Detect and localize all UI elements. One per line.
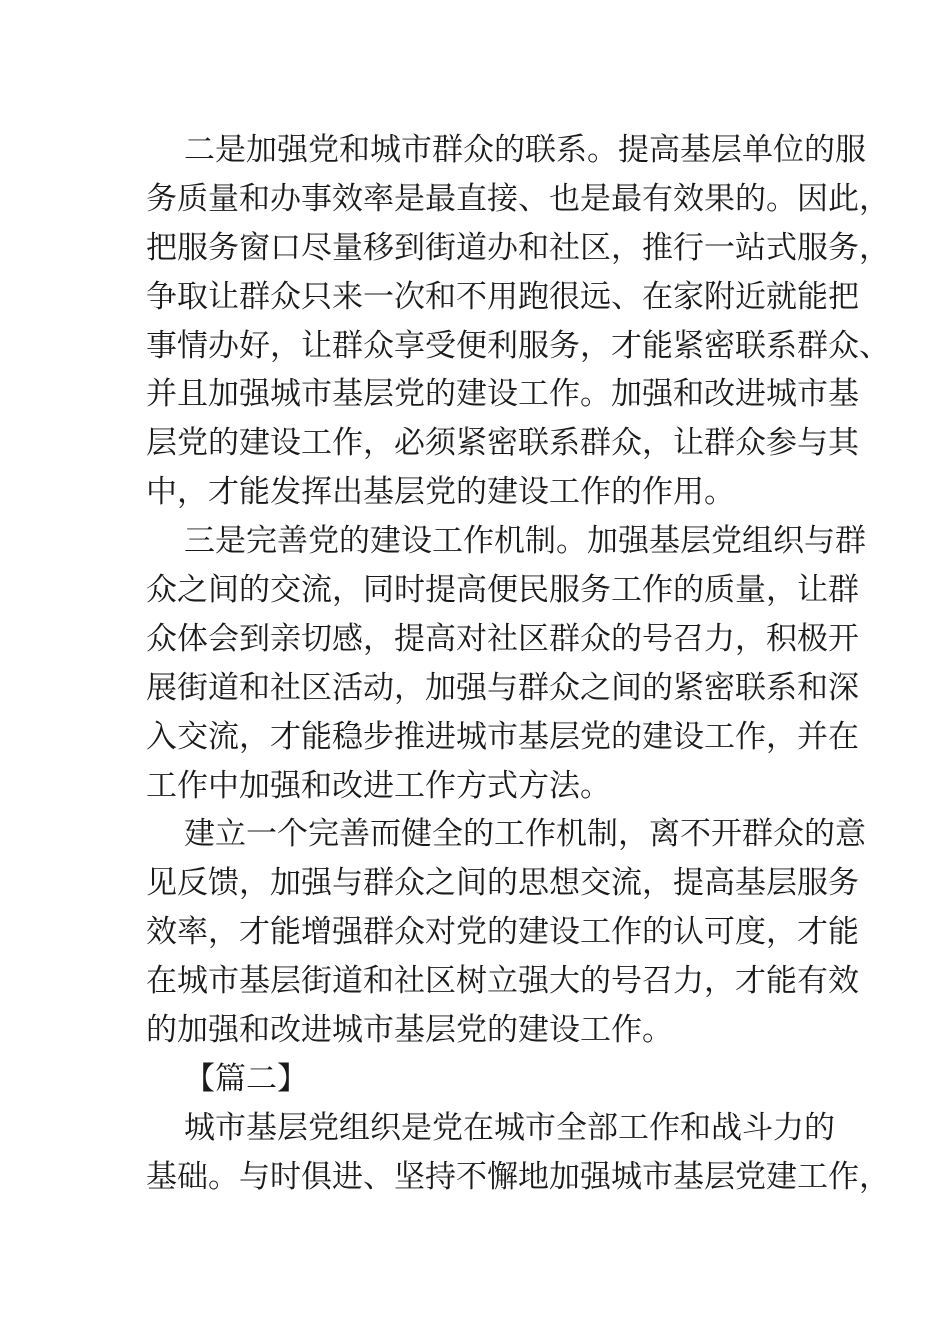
paragraph-line: 见反馈，加强与群众之间的思想交流，提高基层服务 — [146, 865, 859, 902]
paragraph-line: 城市基层党组织是党在城市全部工作和战斗力的 — [184, 1109, 835, 1146]
document-body — [146, 126, 890, 1202]
paragraph-line: 众之间的交流，同时提高便民服务工作的质量，让群 — [146, 572, 859, 609]
paragraph-line: 基础。与时俱进、坚持不懈地加强城市基层党建工作， — [146, 1158, 890, 1195]
paragraph-line: 并且加强城市基层党的建设工作。加强和改进城市基 — [146, 376, 859, 413]
paragraph-line: 务质量和办事效率是最直接、也是最有效果的。因此， — [146, 180, 890, 217]
paragraph-line: 争取让群众只来一次和不用跑很远、在家附近就能把 — [146, 278, 859, 315]
paragraph-line: 二是加强党和城市群众的联系。提高基层单位的服 — [184, 132, 866, 168]
paragraph-line: 建立一个完善而健全的工作机制，离不开群众的意 — [184, 816, 866, 853]
paragraph-line: 展街道和社区活动，加强与群众之间的紧密联系和深 — [146, 669, 859, 706]
paragraph-line: 在城市基层街道和社区树立强大的号召力，才能有效 — [146, 963, 859, 1000]
paragraph-line: 效率，才能增强群众对党的建设工作的认可度，才能 — [146, 914, 859, 951]
paragraph-line: 层党的建设工作，必须紧密联系群众，让群众参与其 — [146, 425, 859, 462]
paragraph-line: 工作中加强和改进工作方式方法。 — [146, 767, 611, 804]
paragraph-line: 众体会到亲切感，提高对社区群众的号召力，积极开 — [146, 620, 859, 657]
paragraph-line: 把服务窗口尽量移到街道办和社区，推行一站式服务， — [146, 229, 890, 266]
paragraph-line: 入交流，才能稳步推进城市基层党的建设工作，并在 — [146, 718, 859, 755]
paragraph-line: 中，才能发挥出基层党的建设工作的作用。 — [146, 474, 735, 511]
section-heading: 【篇二】 — [184, 1060, 308, 1097]
paragraph-line: 三是完善党的建设工作机制。加强基层党组织与群 — [184, 523, 866, 560]
paragraph-line: 事情办好，让群众享受便利服务，才能紧密联系群众、 — [146, 327, 890, 364]
paragraph-line: 的加强和改进城市基层党的建设工作。 — [146, 1012, 673, 1049]
